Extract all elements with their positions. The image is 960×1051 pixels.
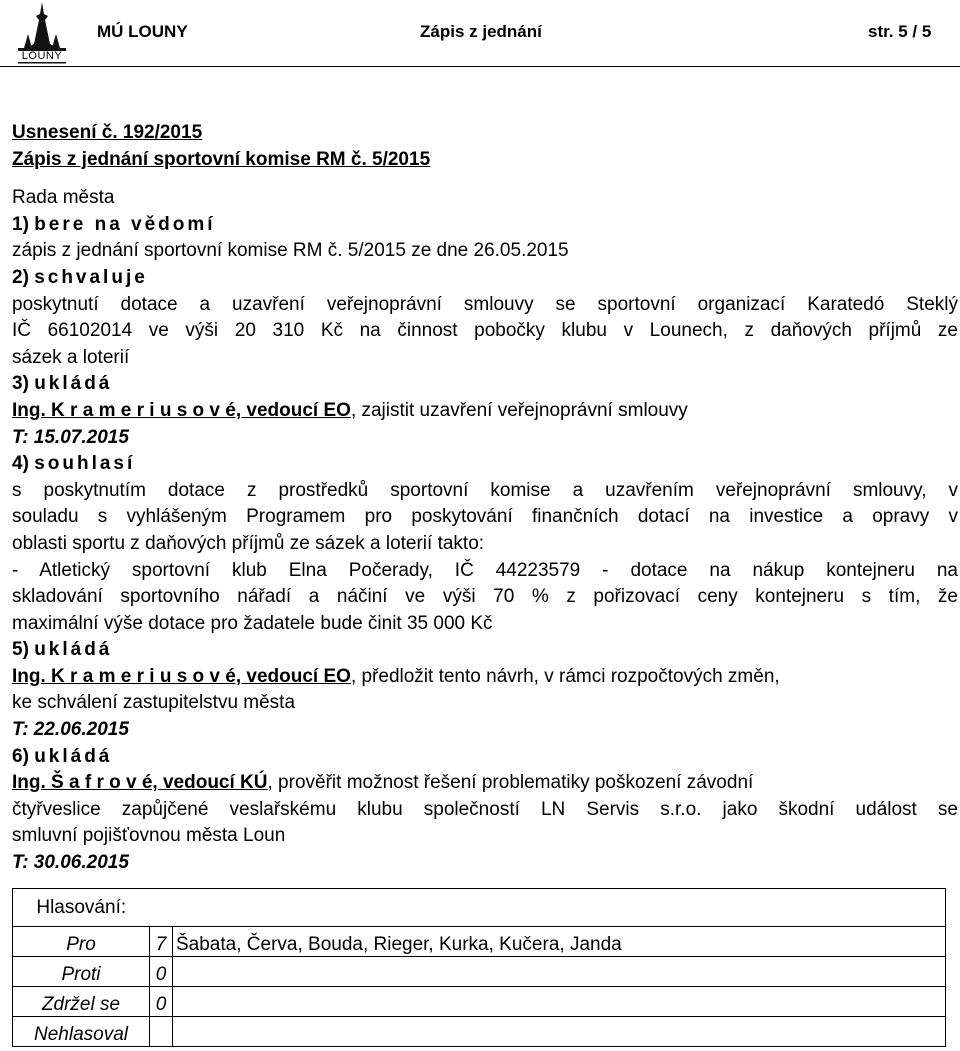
point-2-line-1: poskytnutí dotace a uzavření veřejnoprávní smlouvy se sportovní organizací Karatedó Steklý — [12, 293, 958, 315]
header-page-number: str. 5 / 5 — [868, 22, 932, 41]
point-3-text: Ing. K r a m e r i u s o v é, vedoucí EO, zajistit uzavření veřejnoprávní smlouvy — [12, 399, 688, 421]
vote-count — [150, 1017, 173, 1047]
vote-title: Hlasování: — [13, 889, 150, 927]
vote-label: Zdržel se — [13, 987, 150, 1017]
point-4-line-3: oblasti sportu z daňových příjmů ze sázek a loterií takto: — [12, 532, 485, 554]
vote-names — [173, 987, 946, 1017]
vote-row-pro — [13, 927, 946, 957]
point-6-line-3: smluvní pojišťovnou města Loun — [12, 825, 286, 847]
vote-names: Šabata, Červa, Bouda, Rieger, Kurka, Kučera, Janda — [173, 927, 946, 957]
vote-names — [173, 1017, 946, 1047]
point-3-heading: 3) ukládá — [12, 373, 113, 395]
header-divider — [0, 66, 960, 67]
resolution-number: Usnesení č. 192/2015 — [12, 122, 203, 143]
vote-names — [173, 957, 946, 987]
vote-count: 0 — [150, 957, 173, 987]
vote-row-zdrzel — [13, 987, 946, 1017]
point-4-line-2: souladu s vyhlášeným Programem pro poskytování finančních dotací na investice a opravy v — [12, 506, 958, 528]
point-4-line-4: - Atletický sportovní klub Elna Počerady, IČ 44223579 - dotace na nákup kontejneru na — [12, 559, 958, 581]
point-2-heading: 2) schvaluje — [12, 266, 148, 288]
point-4-heading: 4) souhlasí — [12, 453, 136, 475]
point-5-deadline: T: 22.06.2015 — [12, 719, 129, 741]
vote-row-proti — [13, 957, 946, 987]
point-1-text: zápis z jednání sportovní komise RM č. 5/2015 ze dne 26.05.2015 — [12, 240, 569, 262]
point-6-text: Ing. Š a f r o v é, vedoucí KÚ, prověřit možnost řešení problematiky poškození závodní — [12, 772, 754, 794]
vote-count: 0 — [150, 987, 173, 1017]
point-4-line-6: maximální výše dotace pro žadatele bude činit 35 000 Kč — [12, 612, 493, 634]
point-6-heading: 6) ukládá — [12, 745, 113, 767]
point-4-line-5: skladování sportovního nářadí a náčiní ve výši 70 % z pořizovací ceny kontejneru s tím, že — [12, 586, 958, 608]
point-6-responsible: Ing. Š a f r o v é, vedoucí KÚ — [12, 772, 268, 794]
page-header — [0, 0, 960, 70]
point-2-line-3: sázek a loterií — [12, 346, 130, 368]
point-3-responsible: Ing. K r a m e r i u s o v é, vedoucí EO — [12, 399, 351, 421]
header-org: MÚ LOUNY — [97, 22, 188, 41]
header-title: Zápis z jednání — [420, 22, 542, 41]
point-5-heading: 5) ukládá — [12, 639, 113, 661]
logo-text: LOUNY — [21, 50, 63, 62]
point-4-line-1: s poskytnutím dotace z prostředků sportovní komise a uzavřením veřejnoprávní smlouvy, v — [12, 479, 958, 501]
point-5-text: Ing. K r a m e r i u s o v é, vedoucí EO, předložit tento návrh, v rámci rozpočtových změn, — [12, 665, 780, 687]
point-6-line-2: čtyřveslice zapůjčené veslařskému klubu společností LN Servis s.r.o. jako škodní událost se — [12, 798, 958, 820]
point-2-line-2: IČ 66102014 ve výši 20 310 Kč na činnost pobočky klubu v Lounech, z daňových příjmů ze — [12, 320, 958, 342]
vote-row-nehlasoval — [13, 1017, 946, 1047]
point-5-responsible: Ing. K r a m e r i u s o v é, vedoucí EO — [12, 665, 351, 687]
vote-label: Pro — [13, 927, 150, 957]
council-label: Rada města — [12, 187, 115, 209]
point-5-line-2: ke schválení zastupitelstvu města — [12, 692, 296, 714]
vote-table — [12, 888, 946, 1047]
vote-header-row — [13, 889, 946, 927]
vote-label: Proti — [13, 957, 150, 987]
point-3-deadline: T: 15.07.2015 — [12, 426, 129, 448]
vote-count: 7 — [150, 927, 173, 957]
point-1-heading: 1) bere na vědomí — [12, 213, 216, 235]
point-6-deadline: T: 30.06.2015 — [12, 852, 129, 874]
document-body — [12, 120, 958, 877]
resolution-subject: Zápis z jednání sportovní komise RM č. 5/2015 — [12, 148, 431, 170]
vote-label: Nehlasoval — [13, 1017, 150, 1047]
